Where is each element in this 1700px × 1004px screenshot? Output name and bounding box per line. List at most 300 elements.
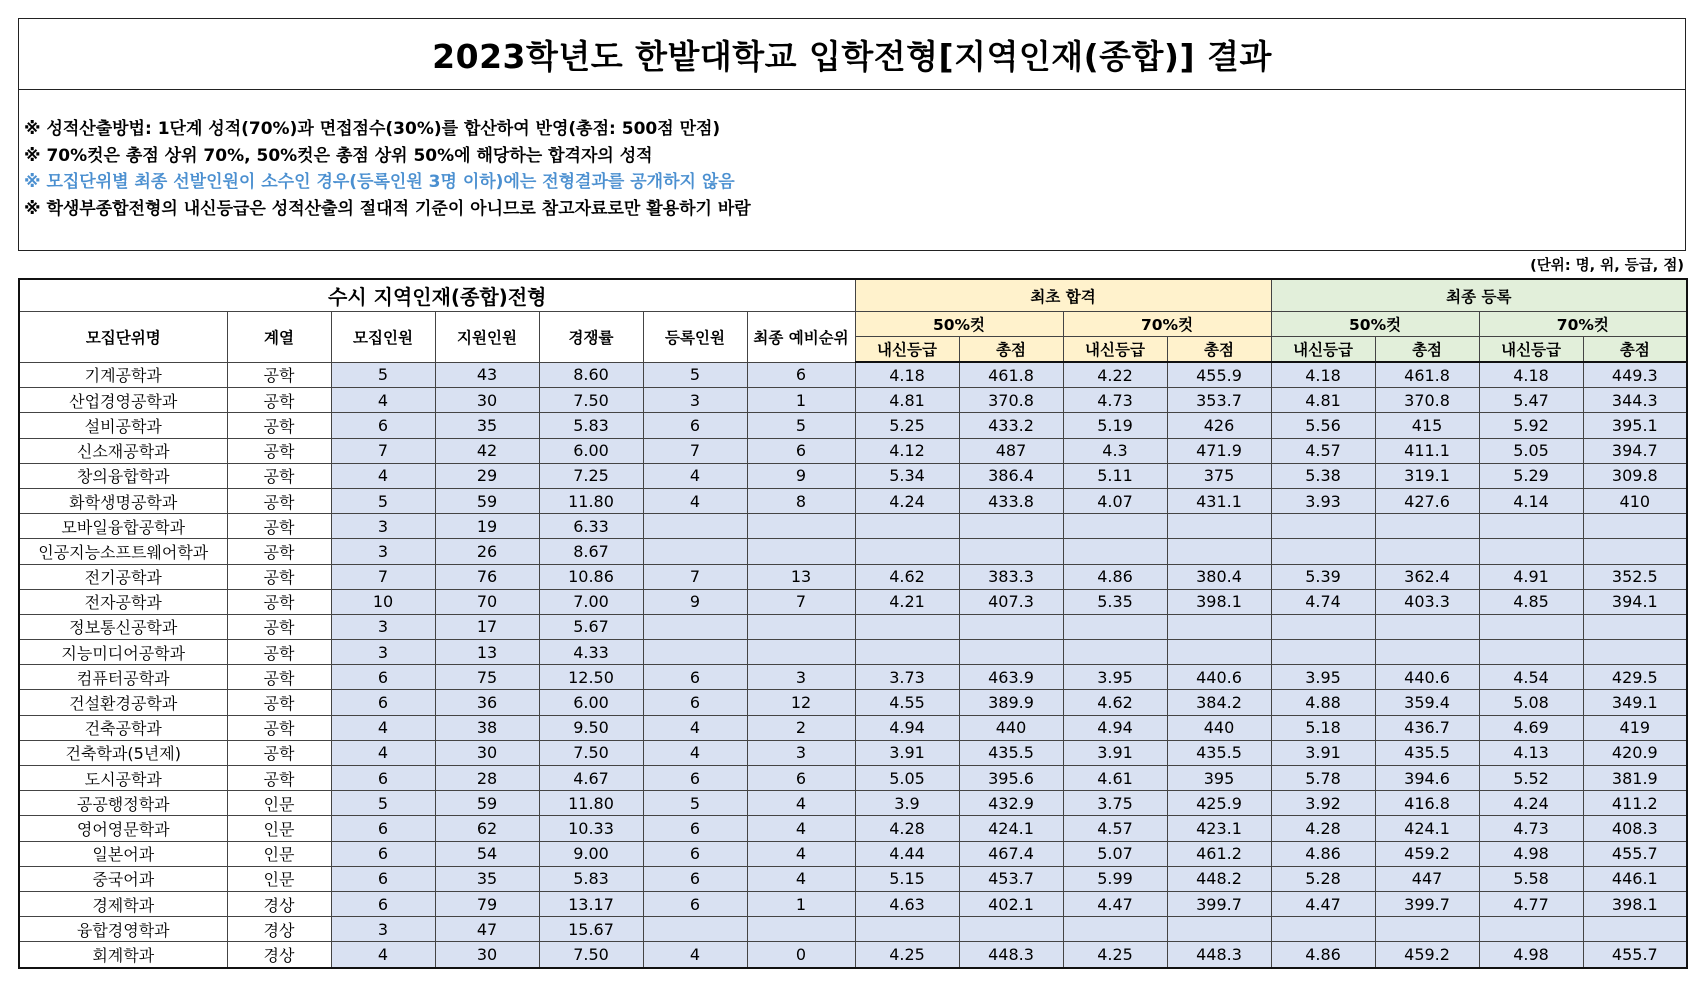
cell-quota: 3 <box>331 614 435 639</box>
cell-dept-name: 융합경영학과 <box>19 917 227 942</box>
table-row <box>19 438 1687 463</box>
cell-fr70-grade <box>1479 539 1583 564</box>
cell-fp50-total <box>959 539 1063 564</box>
cell-fp70-total: 431.1 <box>1167 488 1271 513</box>
cell-fr70-grade: 5.08 <box>1479 690 1583 715</box>
cell-fr70-grade: 5.47 <box>1479 388 1583 413</box>
cell-fr50-grade: 4.18 <box>1271 362 1375 388</box>
cell-fp70-total <box>1167 514 1271 539</box>
cell-fp70-total: 425.9 <box>1167 791 1271 816</box>
cell-fp70-grade <box>1063 514 1167 539</box>
cell-fp70-total: 398.1 <box>1167 589 1271 614</box>
cell-applicants: 30 <box>435 942 539 968</box>
cell-applicants: 42 <box>435 438 539 463</box>
first-pass-cut70-header: 70%컷 <box>1063 312 1271 337</box>
cell-fp70-total <box>1167 614 1271 639</box>
table-row <box>19 514 1687 539</box>
fr50-grade-header: 내신등급 <box>1271 337 1375 363</box>
cell-fp50-total <box>959 640 1063 665</box>
table-row <box>19 388 1687 413</box>
cell-fr70-total: 398.1 <box>1583 891 1687 916</box>
cell-fr70-total: 394.1 <box>1583 589 1687 614</box>
table-row <box>19 413 1687 438</box>
cell-competition-ratio: 8.67 <box>539 539 643 564</box>
cell-fr50-total: 459.2 <box>1375 942 1479 968</box>
cell-fr70-total <box>1583 640 1687 665</box>
cell-registered: 4 <box>643 488 747 513</box>
cell-dept-name: 화학생명공학과 <box>19 488 227 513</box>
cell-registered: 4 <box>643 715 747 740</box>
cell-applicants: 47 <box>435 917 539 942</box>
final-reg-cut50-header: 50%컷 <box>1271 312 1479 337</box>
col-category-header: 계열 <box>227 312 331 363</box>
cell-quota: 6 <box>331 841 435 866</box>
cell-fp70-total: 461.2 <box>1167 841 1271 866</box>
cell-fr50-total: 411.1 <box>1375 438 1479 463</box>
cell-waitlist-rank: 5 <box>747 413 855 438</box>
cell-dept-name: 일본어과 <box>19 841 227 866</box>
cell-dept-name: 중국어과 <box>19 866 227 891</box>
notes-box <box>18 90 1686 251</box>
cell-applicants: 26 <box>435 539 539 564</box>
cell-applicants: 79 <box>435 891 539 916</box>
cell-category: 공학 <box>227 539 331 564</box>
cell-fr70-total <box>1583 917 1687 942</box>
cell-registered: 6 <box>643 816 747 841</box>
cell-category: 공학 <box>227 715 331 740</box>
cell-fr70-grade: 4.14 <box>1479 488 1583 513</box>
cell-fp50-grade: 4.18 <box>855 362 959 388</box>
cell-waitlist-rank: 6 <box>747 438 855 463</box>
cell-fp70-total: 426 <box>1167 413 1271 438</box>
fr70-total-header: 총점 <box>1583 337 1687 363</box>
cell-fr50-total: 424.1 <box>1375 816 1479 841</box>
cell-applicants: 35 <box>435 866 539 891</box>
cell-fp70-total <box>1167 640 1271 665</box>
cell-registered: 4 <box>643 463 747 488</box>
note-scoring-method: ※ 성적산출방법: 1단계 성적(70%)과 면접점수(30%)를 합산하여 반영(총점: 500점 만점) <box>24 119 721 139</box>
cell-competition-ratio: 5.83 <box>539 866 643 891</box>
cell-fp50-grade <box>855 640 959 665</box>
cell-dept-name: 창의융합학과 <box>19 463 227 488</box>
cell-fp50-grade: 3.73 <box>855 665 959 690</box>
cell-dept-name: 산업경영공학과 <box>19 388 227 413</box>
cell-competition-ratio: 13.17 <box>539 891 643 916</box>
cell-fr70-grade: 4.13 <box>1479 740 1583 765</box>
cell-fr70-total: 352.5 <box>1583 564 1687 589</box>
cell-fr70-total <box>1583 539 1687 564</box>
cell-quota: 6 <box>331 866 435 891</box>
cell-category: 공학 <box>227 740 331 765</box>
cell-competition-ratio: 6.00 <box>539 438 643 463</box>
cell-fr50-grade: 3.95 <box>1271 665 1375 690</box>
cell-fp70-total: 423.1 <box>1167 816 1271 841</box>
cell-fr50-total: 427.6 <box>1375 488 1479 513</box>
cell-registered: 6 <box>643 665 747 690</box>
cell-registered: 5 <box>643 362 747 388</box>
cell-fp70-total: 440 <box>1167 715 1271 740</box>
cell-category: 경상 <box>227 917 331 942</box>
cell-quota: 3 <box>331 917 435 942</box>
cell-category: 공학 <box>227 438 331 463</box>
cell-applicants: 75 <box>435 665 539 690</box>
cell-fr50-grade: 5.39 <box>1271 564 1375 589</box>
cell-fr70-grade: 4.18 <box>1479 362 1583 388</box>
cell-fr70-total <box>1583 614 1687 639</box>
cell-fp70-grade: 4.07 <box>1063 488 1167 513</box>
cell-fr70-total: 455.7 <box>1583 841 1687 866</box>
cell-fp50-total: 440 <box>959 715 1063 740</box>
cell-applicants: 38 <box>435 715 539 740</box>
note-grade-reference: ※ 학생부종합전형의 내신등급은 성적산출의 절대적 기준이 아니므로 참고자료로만 활용하기 바람 <box>24 198 751 219</box>
cell-waitlist-rank: 13 <box>747 564 855 589</box>
cell-fr50-total: 416.8 <box>1375 791 1479 816</box>
cell-fr50-total <box>1375 614 1479 639</box>
cell-fp50-total: 424.1 <box>959 816 1063 841</box>
cell-competition-ratio: 11.80 <box>539 488 643 513</box>
table-row <box>19 488 1687 513</box>
cell-fp50-grade: 4.81 <box>855 388 959 413</box>
cell-waitlist-rank <box>747 514 855 539</box>
cell-fr70-grade: 4.91 <box>1479 564 1583 589</box>
table-row <box>19 665 1687 690</box>
table-row <box>19 463 1687 488</box>
cell-fp50-grade <box>855 614 959 639</box>
cell-fp70-total: 435.5 <box>1167 740 1271 765</box>
cell-quota: 6 <box>331 665 435 690</box>
cell-fr50-total <box>1375 640 1479 665</box>
unit-label: (단위: 명, 위, 등급, 점) <box>1530 258 1684 274</box>
cell-fp70-grade: 5.19 <box>1063 413 1167 438</box>
cell-competition-ratio: 7.00 <box>539 589 643 614</box>
cell-waitlist-rank: 4 <box>747 841 855 866</box>
table-row <box>19 942 1687 968</box>
cell-fp70-total: 375 <box>1167 463 1271 488</box>
cell-fp50-total: 402.1 <box>959 891 1063 916</box>
table-row <box>19 690 1687 715</box>
cell-fr50-total: 319.1 <box>1375 463 1479 488</box>
cell-dept-name: 건축공학과 <box>19 715 227 740</box>
cell-fp70-total: 380.4 <box>1167 564 1271 589</box>
first-pass-cut50-header: 50%컷 <box>855 312 1063 337</box>
cell-competition-ratio: 15.67 <box>539 917 643 942</box>
cell-fr70-total: 408.3 <box>1583 816 1687 841</box>
cell-fp50-grade: 3.91 <box>855 740 959 765</box>
cell-waitlist-rank: 0 <box>747 942 855 968</box>
cell-dept-name: 컴퓨터공학과 <box>19 665 227 690</box>
cell-fr70-total: 446.1 <box>1583 866 1687 891</box>
cell-category: 공학 <box>227 690 331 715</box>
cell-fr50-grade: 4.28 <box>1271 816 1375 841</box>
cell-fp70-total: 448.3 <box>1167 942 1271 968</box>
cell-waitlist-rank <box>747 640 855 665</box>
cell-fr70-grade <box>1479 640 1583 665</box>
cell-quota: 7 <box>331 438 435 463</box>
cell-fr70-grade: 4.73 <box>1479 816 1583 841</box>
table-row <box>19 614 1687 639</box>
cell-fp50-total <box>959 917 1063 942</box>
cell-fp50-total: 389.9 <box>959 690 1063 715</box>
cell-fp50-grade: 4.94 <box>855 715 959 740</box>
cell-applicants: 36 <box>435 690 539 715</box>
cell-competition-ratio: 9.00 <box>539 841 643 866</box>
cell-fp50-total: 386.4 <box>959 463 1063 488</box>
cell-fr70-total: 394.7 <box>1583 438 1687 463</box>
fp70-total-header: 총점 <box>1167 337 1271 363</box>
cell-applicants: 59 <box>435 791 539 816</box>
cell-fr70-grade: 5.58 <box>1479 866 1583 891</box>
cell-waitlist-rank: 2 <box>747 715 855 740</box>
cell-fr70-grade: 5.92 <box>1479 413 1583 438</box>
table-row <box>19 715 1687 740</box>
cell-waitlist-rank: 3 <box>747 665 855 690</box>
cell-fr50-grade: 3.93 <box>1271 488 1375 513</box>
cell-dept-name: 지능미디어공학과 <box>19 640 227 665</box>
cell-fr50-total: 459.2 <box>1375 841 1479 866</box>
cell-competition-ratio: 10.86 <box>539 564 643 589</box>
cell-fp50-total: 407.3 <box>959 589 1063 614</box>
cell-fp70-grade: 4.73 <box>1063 388 1167 413</box>
cell-category: 공학 <box>227 614 331 639</box>
cell-fr70-total: 429.5 <box>1583 665 1687 690</box>
table-row <box>19 841 1687 866</box>
cell-fr50-grade <box>1271 917 1375 942</box>
cell-category: 공학 <box>227 766 331 791</box>
cell-competition-ratio: 4.33 <box>539 640 643 665</box>
table-row <box>19 740 1687 765</box>
cell-dept-name: 인공지능소프트웨어학과 <box>19 539 227 564</box>
cell-competition-ratio: 5.83 <box>539 413 643 438</box>
cell-fr50-grade: 5.78 <box>1271 766 1375 791</box>
note-cut-definition: ※ 70%컷은 총점 상위 70%, 50%컷은 총점 상위 50%에 해당하는 합격자의 성적 <box>24 145 653 166</box>
cell-category: 공학 <box>227 362 331 388</box>
cell-fp70-grade: 5.35 <box>1063 589 1167 614</box>
fp50-total-header: 총점 <box>959 337 1063 363</box>
cell-waitlist-rank: 6 <box>747 766 855 791</box>
cell-fr50-grade: 4.88 <box>1271 690 1375 715</box>
cell-fp50-total: 453.7 <box>959 866 1063 891</box>
cell-fr70-grade: 4.54 <box>1479 665 1583 690</box>
cell-quota: 4 <box>331 463 435 488</box>
cell-dept-name: 모바일융합공학과 <box>19 514 227 539</box>
cell-fp50-grade: 5.05 <box>855 766 959 791</box>
cell-quota: 6 <box>331 690 435 715</box>
cell-registered <box>643 640 747 665</box>
cell-dept-name: 전기공학과 <box>19 564 227 589</box>
cell-fp70-total: 440.6 <box>1167 665 1271 690</box>
cell-applicants: 30 <box>435 388 539 413</box>
cell-fr50-total: 399.7 <box>1375 891 1479 916</box>
cell-fp70-total: 471.9 <box>1167 438 1271 463</box>
cell-fp70-grade: 4.94 <box>1063 715 1167 740</box>
cell-fp70-grade: 3.95 <box>1063 665 1167 690</box>
cell-fr70-grade: 4.24 <box>1479 791 1583 816</box>
cell-waitlist-rank: 1 <box>747 388 855 413</box>
cell-dept-name: 전자공학과 <box>19 589 227 614</box>
cell-quota: 4 <box>331 740 435 765</box>
cell-applicants: 62 <box>435 816 539 841</box>
cell-competition-ratio: 10.33 <box>539 816 643 841</box>
cell-fr50-total: 440.6 <box>1375 665 1479 690</box>
cell-fr70-grade: 5.29 <box>1479 463 1583 488</box>
cell-fp50-total: 370.8 <box>959 388 1063 413</box>
cell-quota: 6 <box>331 766 435 791</box>
cell-registered: 6 <box>643 866 747 891</box>
cell-quota: 6 <box>331 816 435 841</box>
cell-fr70-grade: 4.98 <box>1479 942 1583 968</box>
cell-fp70-grade: 4.25 <box>1063 942 1167 968</box>
cell-dept-name: 신소재공학과 <box>19 438 227 463</box>
cell-competition-ratio: 12.50 <box>539 665 643 690</box>
cell-fr50-total: 436.7 <box>1375 715 1479 740</box>
col-dept-header: 모집단위명 <box>19 312 227 363</box>
section-title: 수시 지역인재(종합)전형 <box>19 279 855 312</box>
cell-fr50-total: 461.8 <box>1375 362 1479 388</box>
cell-quota: 6 <box>331 413 435 438</box>
cell-fp70-total: 353.7 <box>1167 388 1271 413</box>
cell-fp70-grade: 5.07 <box>1063 841 1167 866</box>
cell-quota: 3 <box>331 640 435 665</box>
cell-dept-name: 정보통신공학과 <box>19 614 227 639</box>
cell-competition-ratio: 7.50 <box>539 942 643 968</box>
final-reg-header: 최종 등록 <box>1271 279 1687 312</box>
cell-fp70-grade: 4.47 <box>1063 891 1167 916</box>
cell-applicants: 59 <box>435 488 539 513</box>
cell-fr70-total: 309.8 <box>1583 463 1687 488</box>
cell-category: 인문 <box>227 841 331 866</box>
cell-fp50-grade: 4.62 <box>855 564 959 589</box>
cell-registered: 6 <box>643 841 747 866</box>
cell-waitlist-rank: 8 <box>747 488 855 513</box>
cell-applicants: 13 <box>435 640 539 665</box>
cell-category: 인문 <box>227 816 331 841</box>
table-row <box>19 891 1687 916</box>
note-disclosure-policy: ※ 모집단위별 최종 선발인원이 소수인 경우(등록인원 3명 이하)에는 전형결과를 공개하지 않음 <box>24 172 735 192</box>
fp70-grade-header: 내신등급 <box>1063 337 1167 363</box>
cell-category: 공학 <box>227 514 331 539</box>
cell-registered: 6 <box>643 766 747 791</box>
cell-quota: 6 <box>331 891 435 916</box>
cell-fp70-grade: 5.99 <box>1063 866 1167 891</box>
cell-registered: 6 <box>643 891 747 916</box>
cell-applicants: 43 <box>435 362 539 388</box>
cell-waitlist-rank <box>747 539 855 564</box>
cell-applicants: 70 <box>435 589 539 614</box>
cell-fp70-grade: 3.75 <box>1063 791 1167 816</box>
cell-fp70-grade <box>1063 640 1167 665</box>
cell-registered: 4 <box>643 942 747 968</box>
cell-registered: 6 <box>643 690 747 715</box>
cell-fp70-total <box>1167 917 1271 942</box>
cell-fp50-grade: 4.12 <box>855 438 959 463</box>
cell-category: 경상 <box>227 942 331 968</box>
cell-category: 공학 <box>227 413 331 438</box>
cell-fp70-grade <box>1063 614 1167 639</box>
cell-dept-name: 건축학과(5년제) <box>19 740 227 765</box>
cell-fr50-total: 403.3 <box>1375 589 1479 614</box>
title-box <box>18 18 1686 90</box>
cell-fr50-grade <box>1271 640 1375 665</box>
cell-fp50-grade: 4.24 <box>855 488 959 513</box>
cell-fr70-grade: 4.98 <box>1479 841 1583 866</box>
cell-competition-ratio: 7.25 <box>539 463 643 488</box>
fp50-grade-header: 내신등급 <box>855 337 959 363</box>
cell-competition-ratio: 7.50 <box>539 388 643 413</box>
cell-quota: 7 <box>331 564 435 589</box>
cell-fp50-total: 461.8 <box>959 362 1063 388</box>
cell-dept-name: 공공행정학과 <box>19 791 227 816</box>
cell-competition-ratio: 9.50 <box>539 715 643 740</box>
cell-applicants: 30 <box>435 740 539 765</box>
cell-dept-name: 기계공학과 <box>19 362 227 388</box>
cell-fp50-total: 463.9 <box>959 665 1063 690</box>
cell-fr50-total <box>1375 917 1479 942</box>
cell-fr50-grade: 5.56 <box>1271 413 1375 438</box>
final-reg-cut70-header: 70%컷 <box>1479 312 1687 337</box>
cell-fr70-grade: 4.77 <box>1479 891 1583 916</box>
cell-fr50-grade: 5.18 <box>1271 715 1375 740</box>
first-pass-header: 최초 합격 <box>855 279 1271 312</box>
cell-registered <box>643 539 747 564</box>
cell-waitlist-rank: 6 <box>747 362 855 388</box>
cell-waitlist-rank: 7 <box>747 589 855 614</box>
cell-fr70-grade: 4.85 <box>1479 589 1583 614</box>
cell-fr70-total: 410 <box>1583 488 1687 513</box>
cell-waitlist-rank: 4 <box>747 866 855 891</box>
cell-fr50-grade: 4.81 <box>1271 388 1375 413</box>
cell-fr50-grade: 3.92 <box>1271 791 1375 816</box>
table-row <box>19 362 1687 388</box>
cell-quota: 5 <box>331 362 435 388</box>
cell-registered <box>643 614 747 639</box>
cell-dept-name: 건설환경공학과 <box>19 690 227 715</box>
cell-registered: 4 <box>643 740 747 765</box>
cell-fp70-grade: 4.62 <box>1063 690 1167 715</box>
cell-registered: 3 <box>643 388 747 413</box>
cell-fr50-grade: 4.86 <box>1271 942 1375 968</box>
cell-fr70-grade <box>1479 917 1583 942</box>
cell-category: 공학 <box>227 388 331 413</box>
col-applicants-header: 지원인원 <box>435 312 539 363</box>
cell-category: 공학 <box>227 589 331 614</box>
fr70-grade-header: 내신등급 <box>1479 337 1583 363</box>
cell-fp70-total: 395 <box>1167 766 1271 791</box>
cell-dept-name: 영어영문학과 <box>19 816 227 841</box>
table-row <box>19 791 1687 816</box>
cell-waitlist-rank: 4 <box>747 816 855 841</box>
cell-fp70-total: 455.9 <box>1167 362 1271 388</box>
cell-fr70-grade: 4.69 <box>1479 715 1583 740</box>
cell-fr50-grade <box>1271 514 1375 539</box>
cell-fr70-total: 420.9 <box>1583 740 1687 765</box>
cell-fr70-grade <box>1479 514 1583 539</box>
cell-category: 인문 <box>227 791 331 816</box>
table-row <box>19 589 1687 614</box>
cell-applicants: 28 <box>435 766 539 791</box>
cell-fr50-total: 447 <box>1375 866 1479 891</box>
cell-waitlist-rank: 3 <box>747 740 855 765</box>
cell-quota: 3 <box>331 514 435 539</box>
cell-quota: 4 <box>331 388 435 413</box>
cell-competition-ratio: 7.50 <box>539 740 643 765</box>
cell-quota: 4 <box>331 715 435 740</box>
cell-fr50-grade: 4.47 <box>1271 891 1375 916</box>
cell-fp70-grade <box>1063 917 1167 942</box>
cell-fr50-grade: 5.28 <box>1271 866 1375 891</box>
cell-fp50-total: 395.6 <box>959 766 1063 791</box>
cell-fp50-total <box>959 514 1063 539</box>
cell-fp70-grade: 3.91 <box>1063 740 1167 765</box>
